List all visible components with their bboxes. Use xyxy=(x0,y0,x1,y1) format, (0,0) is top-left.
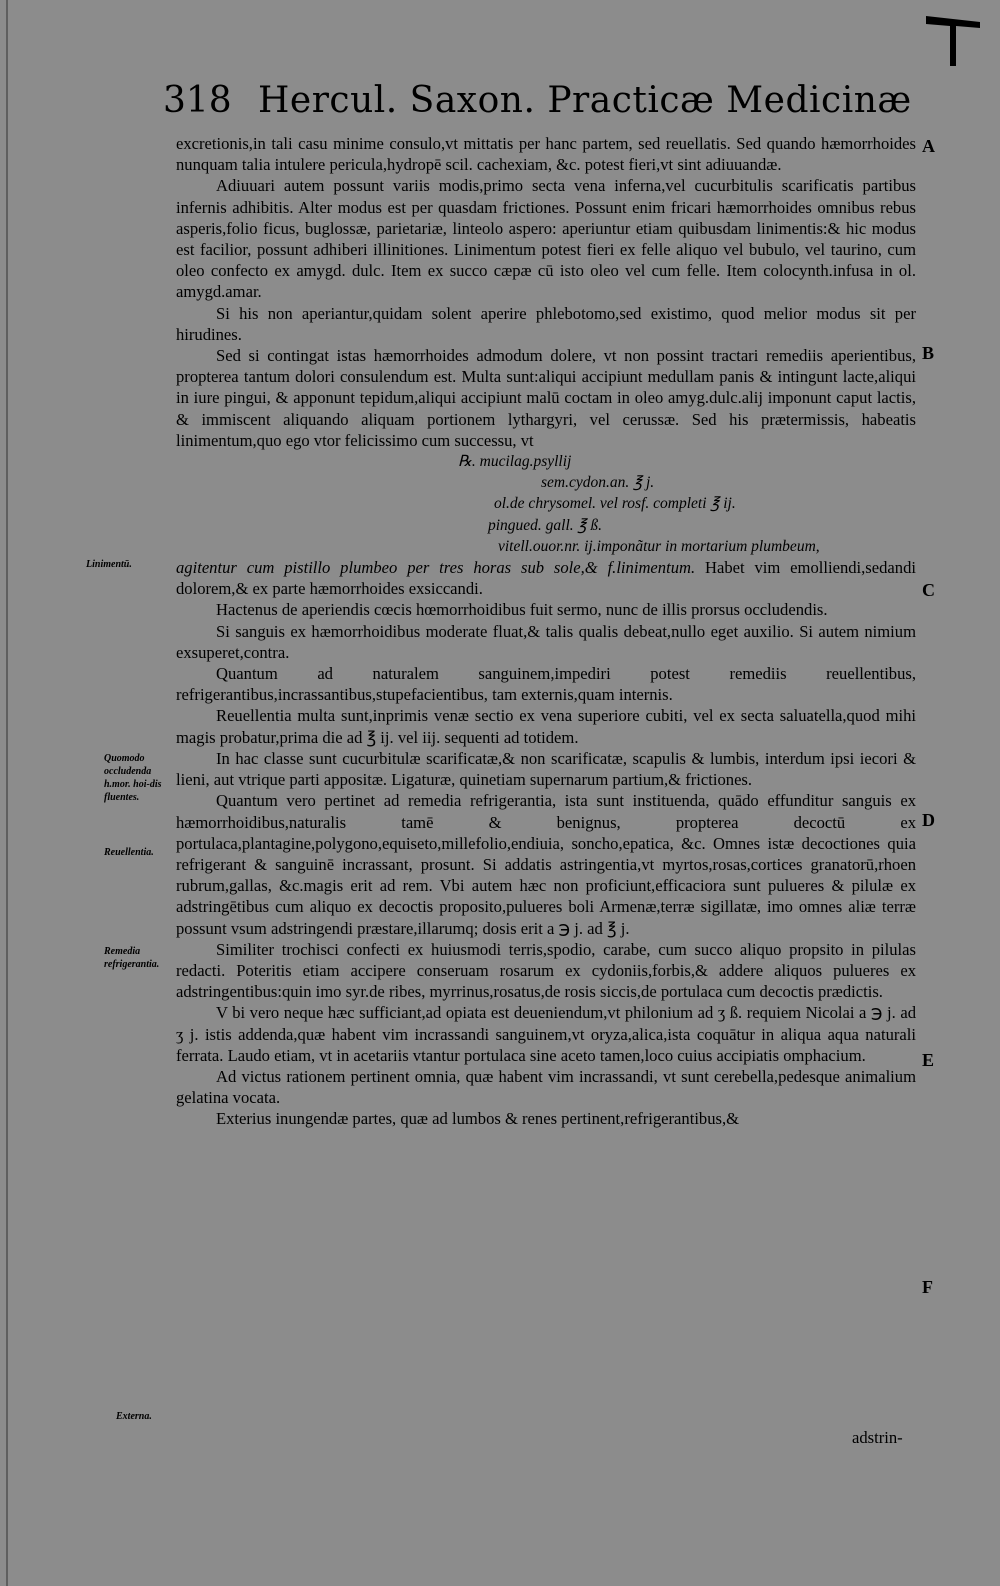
paragraph: Si his non aperiantur,quidam solent aperire phlebotomo,sed existimo, quod melior modus sit per hirudines. xyxy=(176,303,916,344)
paragraph: V bi vero neque hæc sufficiant,ad opiata est deueniendum,vt philonium ad ʒ ß. requiem Nicolai a ℈ j. ad ʒ j. istis addenda,quæ habent vim incrassandi sanguinem,vt oryza,alica,ista coquātur in aliqua aqua naturali ferrata. Laudo etiam, vt in acetariis vtantur portulaca sine aceto tamen,loco cuius accipiatis omphacium. xyxy=(176,1003,916,1065)
paragraph: Sed si contingat istas hæmorrhoides admodum dolere, vt non possint tractari remediis aperientibus, propterea tantum dolori consulendum est. Multa sunt:aliqui accipiunt medullam panis & intingunt lacte,aliqui in iure pingui, & apponunt tepidum,aliqui accipiunt malū coctam in oleo amyg.dulc.alij imponunt caput lactis, & immiscent aliquando aliquam portionem lythargyri, vel cerussæ. Sed his prætermissis, habeatis linimentum,quo ego vtor felicissimo cum successu, vt xyxy=(176,346,916,450)
paragraph: Exterius inungendæ partes, quæ ad lumbos & renes pertinent,refrigerantibus,& xyxy=(216,1109,740,1129)
margin-letter-c: C xyxy=(922,580,935,600)
paragraph: Adiuuari autem possunt variis modis,primo secta vena inferna,vel cucurbitulis scarificatis partibus infernis adhibitis. Alter modus est per quasdam frictiones. Possunt enim fricari hæmorrhoides omnibus rebus asperis,folio ficus, buglossæ, parietariæ, linteolo aspero: aperiuntur etiam quibusdam linimentis:& hic modus est facilior, possunt adhiberi illinitiones. Linimentum potest fieri ex felle aliquo vel bubulo, vel taurino, cum oleo confecto ex amygd. dulc. Item ex succo cæpæ cū isto oleo vel cum felle. Item colocynth.infusa in ol. amygd.amar. xyxy=(176,176,916,302)
paragraph: Quantum ad naturalem sanguinem,impediri potest remediis reuellentibus, refrigerantibus,incrassantibus,stupefacientibus, tam externis,quam internis. xyxy=(176,664,916,705)
paragraph: Ad victus rationem pertinent omnia, quæ habent vim incrassandi, vt sunt cerebella,pedesque animalium gelatina vocata. xyxy=(176,1066,916,1108)
recipe-line: ℞. mucilag.psyllij xyxy=(458,453,572,471)
margin-letter-e: E xyxy=(922,1050,935,1070)
paragraph: Similiter trochisci confecti ex huiusmodi terris,spodio, carabe, cum succo aliquo propsito in pilulas redacti. Poteritis etiam accipere conseruam rosarum ex cydoniis,forbis,& addere aliquos pulueres ex adstringentibus:quin imo syr.de ribes, myrrinus,rosatus,de rosis siccis,de portulaca cum decoctis prædictis. xyxy=(176,939,916,1002)
paragraph: In hac classe sunt cucurbitulæ scarificatæ,& non scarificatæ, scapulis & lumbis, interdum ipsi iecori & lieni, aut vtrique parti appositæ. Ligaturæ, quinetiam supernarum partium,& frictiones. xyxy=(176,748,916,790)
recipe-line: ol.de chrysomel. vel rosf. completi ℥ ij. xyxy=(494,495,736,513)
gloss-quomodo-occludenda: Quomodo occludenda h.mor. hoi-dis fluentes. xyxy=(104,753,162,803)
recipe-line: pingued. gall. ℥ ß. xyxy=(488,516,603,534)
gloss-externa: Externa. xyxy=(116,1411,152,1422)
scan-edge-line xyxy=(6,0,8,1586)
gloss-reuellentia: Reuellentia. xyxy=(104,847,154,858)
catchword: adstrin- xyxy=(852,1428,903,1447)
page-header xyxy=(163,80,923,130)
recipe-line: sem.cydon.an. ℥ j. xyxy=(541,474,655,492)
printer-corner-mark-icon xyxy=(922,8,982,68)
recipe-commentary: Habet vim emolliendi,sedandi dolorem,& ex parte hæmorrhoides exsiccandi. xyxy=(176,558,916,599)
running-title: Hercul. Saxon. Practicæ Medicinæ xyxy=(258,80,912,121)
paragraph: Reuellentia multa sunt,inprimis venæ sectio ex vena superiore cubiti, vel ex secta saluatella,quod mihi magis probatur,prima die ad ℥ ij. vel iij. sequenti ad totidem. xyxy=(176,706,916,747)
margin-letter-d: D xyxy=(922,810,935,830)
paragraph: Quantum vero pertinet ad remedia refrigerantia, ista sunt instituenda, quādo effunditur sanguis ex hæmorrhoidibus,naturalis tamē & benignus, propterea decoctū ex portulaca,plantagine,polygono,equiseto,millefolio,endiuia, soncho,epatica, &c. Omnes istæ decoctiones quia refrigerant & sanguinē incrassant, prosunt. Si addatis astringentia,vt myrtos,rosas,cortices granatorū,rhoen rubrum,gallas, &c.magis erit ad rem. Vbi autem hæc non proficiunt,efficaciora sunt pulueres & pilulæ ex adstringētibus cum aliquo ex decoctis proposito,pulueres boli Armenæ,terræ sigillatæ, imo omnes aliæ terræ possunt vsum adstringendi præstare,illarumq; dosis erit a ℈ j. ad ℥ j. xyxy=(176,791,916,938)
paragraph: Si sanguis ex hæmorrhoidibus moderate fluat,& talis qualis debeat,nullo eget auxilio. Si autem nimium exsuperet,contra. xyxy=(176,621,916,662)
recipe-line: vitell.ouor.nr. ij.imponãtur in mortarium plumbeum, xyxy=(498,537,820,555)
main-text-block xyxy=(176,133,916,1130)
gloss-refrigerantia: Remedia refrigerantia. xyxy=(104,946,160,970)
paragraph: Hactenus de aperiendis cœcis hœmorrhoidibus fuit sermo, nunc de illis prorsus occludendis. xyxy=(216,600,828,620)
paragraph xyxy=(176,557,916,599)
margin-letter-b: B xyxy=(922,343,935,363)
margin-letter-f: F xyxy=(922,1277,933,1297)
page-number: 318 xyxy=(163,80,232,121)
recipe-block xyxy=(176,451,916,557)
margin-letter-a: A xyxy=(922,136,935,156)
recipe-line: agitentur cum pistillo plumbeo per tres horas sub sole,& f.linimentum. xyxy=(176,558,696,578)
paragraph: excretionis,in tali casu minime consulo,vt mittatis per hanc partem, sed reuellatis. Sed quando hæmorrhoides nunquam talia intulere pericula,hydropē scil. cachexiam, &c. potest fieri,vt sint adiuuandæ. xyxy=(176,134,916,175)
gloss-linimentum: Linimentū. xyxy=(86,559,132,570)
